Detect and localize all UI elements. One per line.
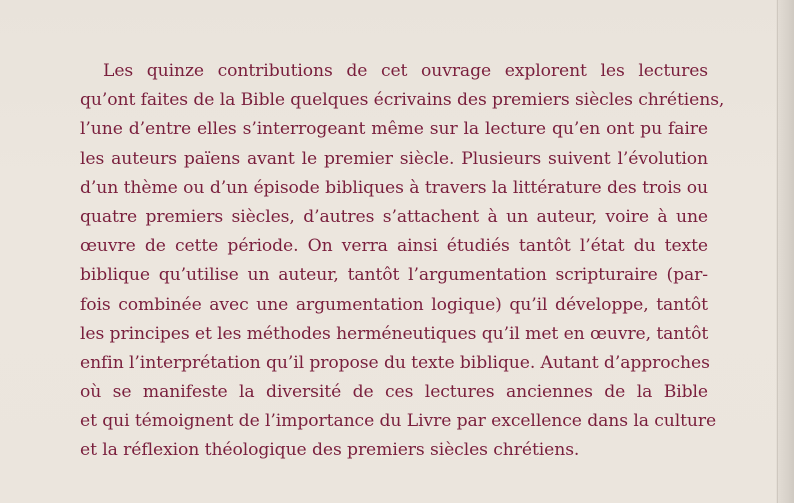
blurb-line: l’une d’entre elles s’interrogeant même sur la lecture qu’en ont pu faire	[80, 119, 708, 140]
blurb-line: fois combinée avec une argumentation logique) qu’il développe, tantôt	[80, 294, 708, 315]
blurb-line: les auteurs païens avant le premier siècle. Plusieurs suivent l’évolution	[80, 148, 708, 169]
blurb-line: les principes et les méthodes herméneutiques qu’il met en œuvre, tantôt	[80, 323, 709, 344]
page-edge-line	[777, 0, 778, 503]
blurb-paragraph	[80, 57, 725, 466]
blurb-line: où se manifeste la diversité de ces lectures anciennes de la Bible	[80, 382, 708, 403]
blurb-line: Les quinze contributions de cet ouvrage explorent les lectures	[103, 61, 708, 81]
blurb-line: d’un thème ou d’un épisode bibliques à travers la littérature des trois ou	[80, 177, 708, 198]
blurb-line: et qui témoignent de l’importance du Livre par excellence dans la culture	[80, 411, 717, 432]
page-edge	[776, 0, 794, 503]
blurb-line-last: et la réflexion théologique des premiers siècles chrétiens.	[80, 440, 580, 461]
blurb-line: enfin l’interprétation qu’il propose du texte biblique. Autant d’approches	[80, 352, 710, 373]
blurb-line: quatre premiers siècles, d’autres s’attachent à un auteur, voire à une	[80, 206, 708, 227]
blurb-line: qu’ont faites de la Bible quelques écrivains des premiers siècles chrétiens,	[80, 90, 725, 111]
blurb-line: biblique qu’utilise un auteur, tantôt l’argumentation scripturaire (par-	[80, 265, 708, 286]
blurb-line: œuvre de cette période. On verra ainsi étudiés tantôt l’état du texte	[80, 236, 708, 257]
